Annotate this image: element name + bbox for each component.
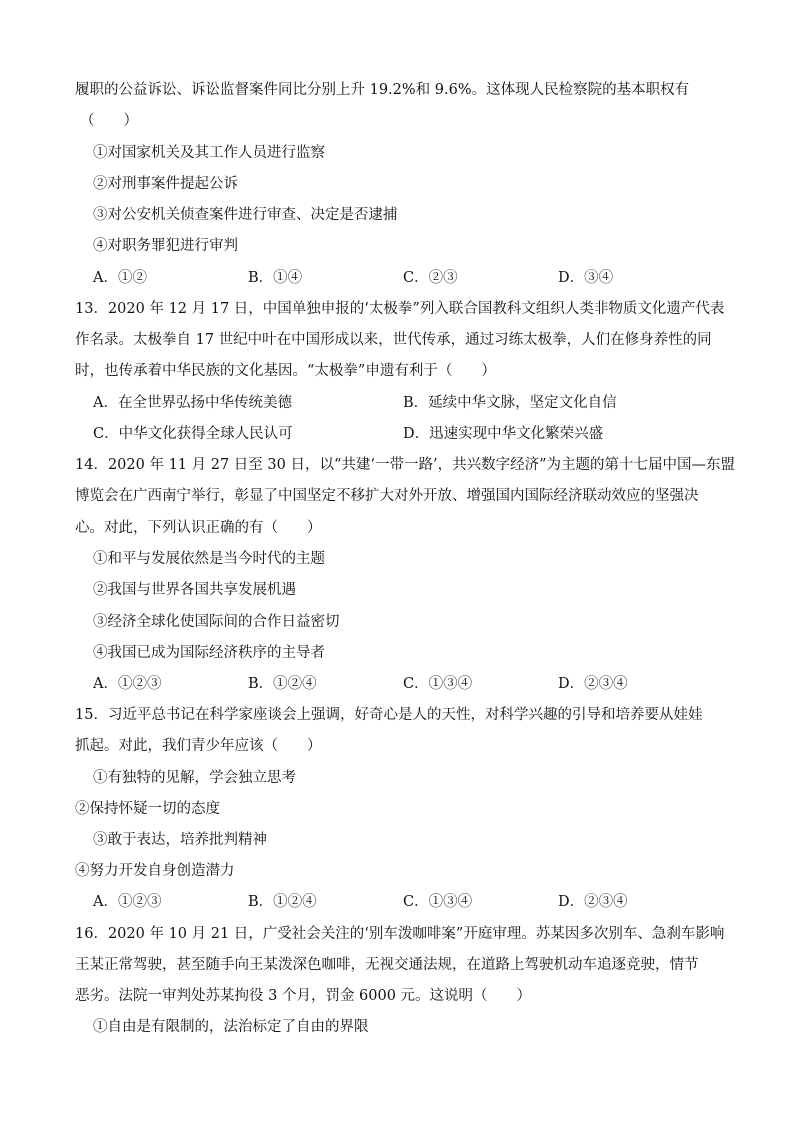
q12-stem-line2: （ ）: [80, 113, 138, 129]
q16-stem-line1: 16．2020 年 10 月 21 日，广受社会关注的‘别车泼咖啡案”开庭审理。苏某因多次别车、急刹车影响: [75, 926, 725, 942]
q13-option-d[interactable]: D．迅速实现中华文化繁荣兴盛: [403, 426, 604, 442]
q15-stem-line1: 15．习近平总书记在科学家座谈会上强调，好奇心是人的天性，对科学兴趣的引导和培养要从娃娃: [75, 707, 703, 723]
q12-item-3: ③对公安机关侦查案件进行审查、决定是否逮捕: [93, 207, 398, 223]
q12-item-2: ②对刑事案件提起公诉: [93, 176, 238, 192]
q15-option-c[interactable]: C．①③④: [403, 894, 473, 910]
q15-option-a[interactable]: A．①②③: [93, 894, 162, 910]
q13-option-c[interactable]: C．中华文化获得全球人民认可: [93, 426, 293, 442]
q13-option-b[interactable]: B．延续中华文脉，坚定文化自信: [403, 395, 617, 411]
q12-option-c[interactable]: C．②③: [403, 270, 458, 286]
q14-stem-line3: 心。对此，下列认识正确的有（ ）: [75, 520, 322, 536]
q14-option-d[interactable]: D．②③④: [558, 676, 628, 692]
q12-option-b[interactable]: B．①④: [248, 270, 303, 286]
q14-option-a[interactable]: A．①②③: [93, 676, 162, 692]
q14-option-b[interactable]: B．①②④: [248, 676, 317, 692]
q12-item-4: ④对职务罪犯进行审判: [93, 238, 238, 254]
q12-stem-line1: 履职的公益诉讼、诉讼监督案件同比分别上升 19.2%和 9.6%。这体现人民检察院的基本职权有: [75, 82, 690, 98]
q12-option-a[interactable]: A．①②: [93, 270, 147, 286]
q13-stem-line2: 作名录。太极拳自 17 世纪中叶在中国形成以来，世代传承，通过习练太极拳，人们在修身养性的同: [75, 332, 712, 348]
q13-stem-line1: 13．2020 年 12 月 17 日，中国单独申报的‘太极拳”列入联合国教科文组织人类非物质文化遗产代表: [75, 301, 725, 317]
q13-option-a[interactable]: A．在全世界弘扬中华传统美德: [93, 395, 292, 411]
q12-option-d[interactable]: D．③④: [558, 270, 614, 286]
q15-option-b[interactable]: B．①②④: [248, 894, 317, 910]
q14-option-c[interactable]: C．①③④: [403, 676, 473, 692]
q14-item-4: ④我国已成为国际经济秩序的主导者: [93, 645, 325, 661]
q14-item-1: ①和平与发展依然是当今时代的主题: [93, 551, 325, 567]
q16-stem-line3: 恶劣。法院一审判处苏某拘役 3 个月，罚金 6000 元。这说明（ ）: [75, 988, 532, 1004]
q16-item-1: ①自由是有限制的，法治标定了自由的界限: [93, 1019, 369, 1035]
q15-stem-line2: 抓起。对此，我们青少年应该（ ）: [75, 738, 322, 754]
q14-item-3: ③经济全球化使国际间的合作日益密切: [93, 614, 340, 630]
q15-item-4: ④努力开发自身创造潜力: [75, 863, 235, 879]
q12-item-1: ①对国家机关及其工作人员进行监察: [93, 145, 325, 161]
q15-item-2: ②保持怀疑一切的态度: [75, 801, 220, 817]
q14-stem-line2: 博览会在广西南宁举行，彰显了中国坚定不移扩大对外开放、增强国内国际经济联动效应的坚强决: [75, 488, 699, 504]
q16-stem-line2: 王某正常驾驶，甚至随手向王某泼深色咖啡，无视交通法规，在道路上驾驶机动车追逐竞驶，情节: [75, 957, 699, 973]
q15-item-1: ①有独特的见解，学会独立思考: [93, 770, 296, 786]
q14-item-2: ②我国与世界各国共享发展机遇: [93, 582, 296, 598]
q15-item-3: ③敢于表达，培养批判精神: [93, 832, 267, 848]
q15-option-d[interactable]: D．②③④: [558, 894, 628, 910]
q13-stem-line3: 时，也传承着中华民族的文化基因。“太极拳”申遗有利于（ ）: [75, 363, 496, 379]
q14-stem-line1: 14．2020 年 11 月 27 日至 30 日，以“共建‘一带一路’，共兴数字经济”为主题的第十七届中国—东盟: [75, 457, 736, 473]
